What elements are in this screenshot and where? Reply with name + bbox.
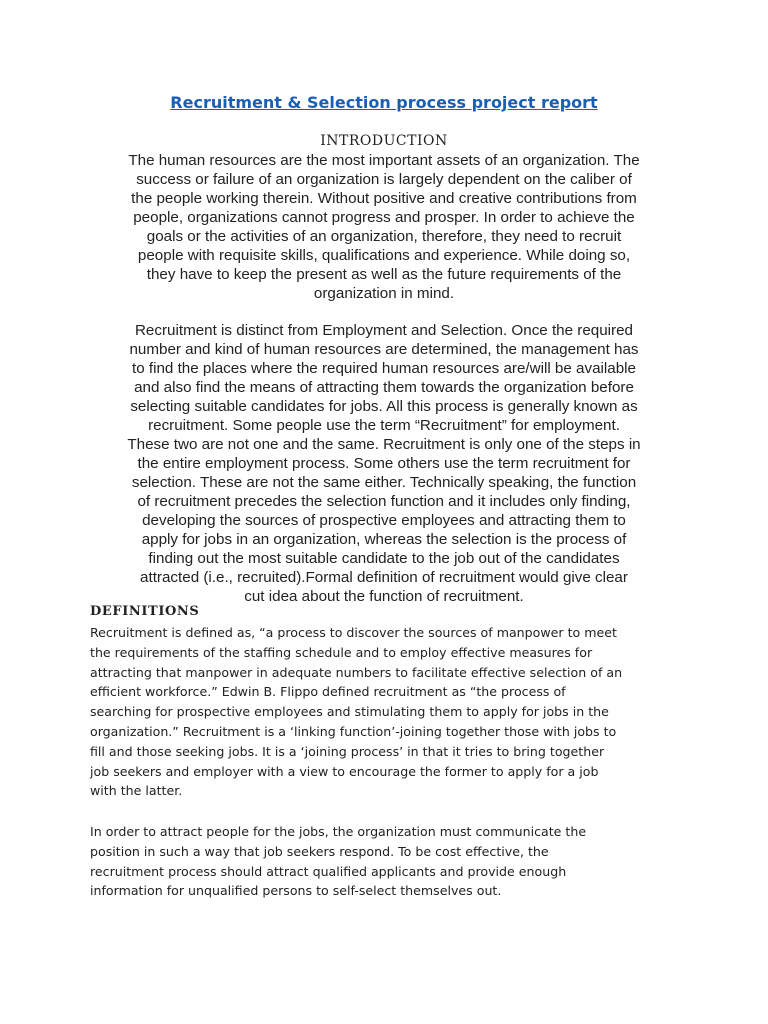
paragraph-line: the people working therein. Without positive and creative contributions from (131, 190, 637, 207)
recruitment-paragraph (88, 321, 680, 606)
paragraph-line: apply for jobs in an organization, whereas the selection is the process of (141, 531, 627, 548)
paragraph-line: attracting that manpower in adequate numbers to facilitate effective selection of an (90, 664, 623, 680)
paragraph-line: goals or the activities of an organization, therefore, they need to recruit (146, 228, 622, 245)
paragraph-line: searching for prospective employees and stimulating them to apply for jobs in the (90, 704, 609, 720)
introduction-paragraph (88, 151, 680, 303)
paragraph-line: the requirements of the staffing schedule and to employ effective measures for (90, 644, 593, 660)
paragraph-line: fill and those seeking jobs. It is a ‘joining process’ in that it tries to bring together (90, 743, 605, 759)
paragraph-line: of recruitment precedes the selection function and it includes only finding, (137, 493, 631, 510)
paragraph-line: These two are not one and the same. Recruitment is only one of the steps in (127, 436, 641, 453)
paragraph-line: organization in mind. (313, 285, 455, 302)
paragraph-line: people with requisite skills, qualifications and experience. While doing so, (137, 247, 631, 264)
paragraph-line: and also find the means of attracting them towards the organization before (134, 379, 634, 396)
definitions-paragraph (90, 623, 690, 801)
paragraph-line: selecting suitable candidates for jobs. All this process is generally known as (130, 398, 638, 415)
paragraph-line: with the latter. (90, 783, 183, 799)
paragraph-line: recruitment process should attract qualified applicants and provide enough (90, 863, 567, 879)
paragraph-line: people, organizations cannot progress and prosper. In order to achieve the (133, 209, 635, 226)
introduction-heading: INTRODUCTION (320, 133, 448, 149)
paragraph-line: recruitment. Some people use the term “Recruitment” for employment. (148, 417, 620, 434)
paragraph-line: In order to attract people for the jobs, the organization must communicate the (90, 824, 587, 839)
paragraph-line: Recruitment is distinct from Employment and Selection. Once the required (134, 322, 634, 339)
paragraph-line: Recruitment is defined as, “a process to discover the sources of manpower to meet (90, 625, 617, 640)
paragraph-line: finding out the most suitable candidate to the job out of the candidates (148, 550, 620, 567)
paragraph-line: The human resources are the most important assets of an organization. The (128, 152, 640, 169)
paragraph-line: job seekers and employer with a view to encourage the former to apply for a job (90, 763, 599, 779)
paragraph-line: efficient workforce.” Edwin B. Flippo defined recruitment as “the process of (90, 684, 566, 700)
paragraph-line: success or failure of an organization is largely dependent on the caliber of (136, 171, 632, 188)
paragraph-line: they have to keep the present as well as the future requirements of the (146, 266, 622, 283)
paragraph-line: information for unqualified persons to self-select themselves out. (90, 883, 502, 899)
paragraph-line: the entire employment process. Some others use the term recruitment for (137, 455, 631, 472)
paragraph-line: cut idea about the function of recruitment. (244, 588, 524, 605)
paragraph-line: attracted (i.e., recruited).Formal definition of recruitment would give clear (140, 569, 628, 586)
paragraph-line: number and kind of human resources are determined, the management has (129, 341, 639, 358)
paragraph-line: organization.” Recruitment is a ‘linking function’-joining together those with jobs to (90, 723, 617, 739)
document-title[interactable]: Recruitment & Selection process project report (170, 93, 598, 112)
attract-paragraph (90, 822, 690, 901)
paragraph-line: position in such a way that job seekers respond. To be cost effective, the (90, 843, 549, 859)
definitions-heading: DEFINITIONS (90, 604, 200, 619)
paragraph-line: selection. These are not the same either. Technically speaking, the function (131, 474, 637, 491)
paragraph-line: developing the sources of prospective employees and attracting them to (142, 512, 626, 529)
paragraph-line: to find the places where the required human resources are/will be available (131, 360, 636, 377)
